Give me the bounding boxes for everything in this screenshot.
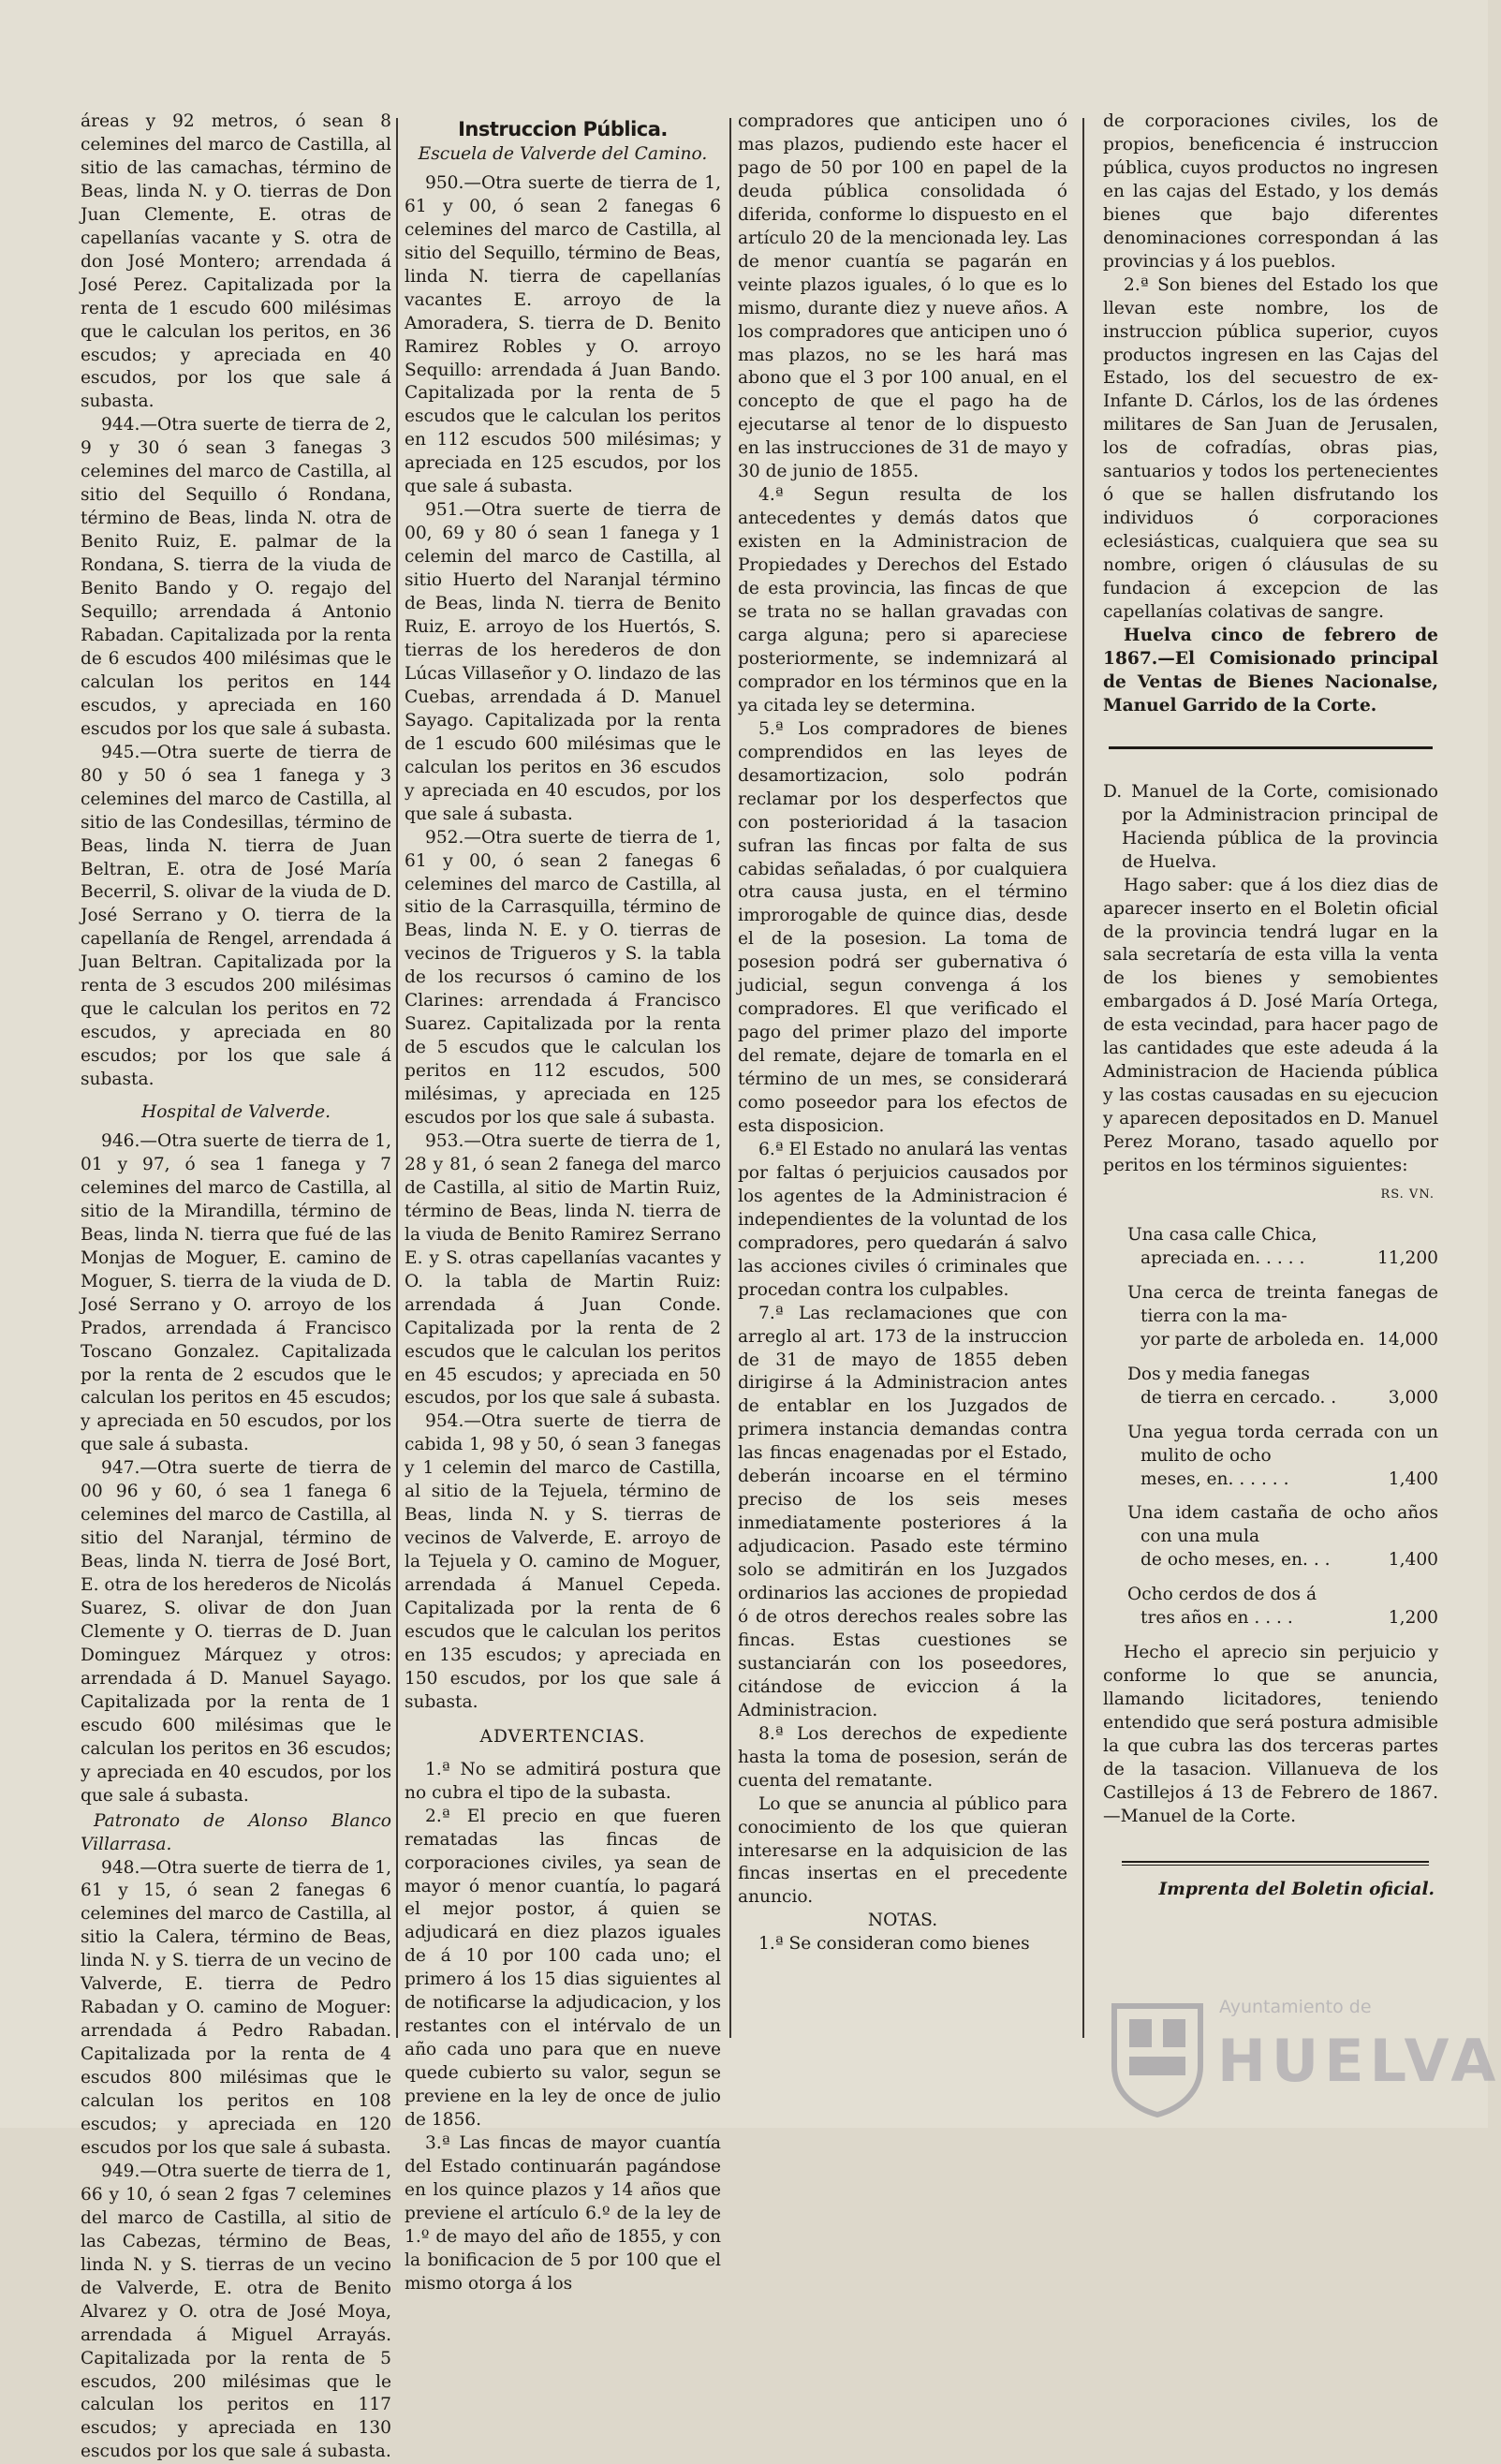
appraisal-label: de tierra en cercado. .	[1140, 1387, 1337, 1408]
advertencia-7: 7.ª Las reclamaciones que con arreglo al art. 173 de la instruccion de 31 de mayo de 1855 deben dirigirse á la Administracion antes de entablar en los Juzgados de primera instancia demandas contra las fincas enagenadas por el Estado, deberán incoarse en el término preciso de los seis meses inmediatamente posteriores á la adjudicacion. Pasado este término solo se admitirán en los Juzgados ordinarios las acciones de propiedad ó de otros derechos reales sobre las fincas. Estas cuestiones se sustanciarán con los poseedores, citándose de eviccion á la Administracion.	[738, 1303, 1067, 1720]
appraisal-label: yor parte de arboleda en.	[1140, 1329, 1365, 1350]
paragraph-946: 946.—Otra suerte de tierra de 1, 01 y 97, ó sea 1 fanega y 7 celemines del marco de Castilla, al sitio de la Mirandilla, término de Beas, linda N. tierra que fué de las Monjas de Moguer, E. camino de Moguer, S. tierra de la viuda de D. José Serrano y O. arroyo de los Prados, arrendada á Francisco Toscano Gonzalez. Capitalizada por la renta de 2 escudos que le calculan los peritos en 45 escudos; y apreciada en 50 escudos, por los que sale á subasta.	[81, 1130, 391, 1455]
advertencia-6: 6.ª El Estado no anulará las ventas por faltas ó perjuicios causados por los agentes de la Administracion é independientes de la voluntad de los compradores, pero quedarán á salvo las acciones civiles ó criminales que procedan contra los culpables.	[738, 1139, 1067, 1300]
notice-body: Hago saber: que á los diez dias de aparecer inserto en el Boletin oficial de la provincia tendrá lugar en la sala secretaría de esta villa la venta de los bienes y semobientes embargados á D. José María Ortega, de esta vecindad, para hacer pago de las cantidades que este adeuda á la Administracion de Hacienda pública y las costas causadas en su ejecucion y aparecen depositados en D. Manuel Perez Morano, tasado aquello por peritos en los términos siguientes:	[1103, 875, 1438, 1176]
column-divider-1	[396, 118, 398, 2038]
appraisal-item	[1127, 1224, 1438, 1271]
heading-advertencias: ADVERTENCIAS.	[479, 1726, 646, 1747]
paragraph-947: 947.—Otra suerte de tierra de 00 96 y 60, ó sea 1 fanega 6 celemines del marco de Castilla, al sitio del Naranjal, término de Beas, linda N. tierra de José Bort, E. otra de los herederos de Nicolás Suarez, S. olivar de don Juan Clemente y O. tierras de D. Juan Dominguez Márquez y otros: arrendada á D. Manuel Sayago. Capitalizada por la renta de 1 escudo 600 milésimas que le calculan los peritos en 36 escudos; y apreciada en 40 escudos, por los que sale á subasta.	[81, 1458, 391, 1806]
appraisal-label: tres años en . . . .	[1140, 1608, 1293, 1629]
advertencia-3: 3.ª Las fincas de mayor cuantía del Estado continuarán pagándose en los quince plazos y 14 años que previene el artículo 6.º de la ley de 1.º de mayo del año de 1855, y con la bonificacion de 5 por 100 que el mismo otorga á los	[405, 2133, 721, 2294]
appraisal-item	[1127, 1584, 1438, 1630]
column-2	[405, 114, 721, 2296]
paragraph-954: 954.—Otra suerte de tierra de cabida 1, 98 y 50, ó sean 3 fanegas y 1 celemin del marco de Castilla, al sitio de la Tejuela, término de Beas, linda N. y S. tierras de vecinos de Valverde, E. arroyo de la Tejuela y O. camino de Moguer, arrendada á Manuel Cepeda. Capitalizada por la renta de 6 escudos que le calculan los peritos en 135 escudos; y apreciada en 150 escudos, por los que sale á subasta.	[405, 1411, 721, 1712]
advertencia-2: 2.ª El precio en que fueren rematadas las fincas de corporaciones civiles, ya sean de mayor ó menor cuantía, lo pagará el mejor postor, á quien se adjudicará en diez plazos iguales de á 10 por 100 cada uno; el primero á los 15 dias siguientes al de notificarse la adjudicacion, y los restantes con el intérvalo de un año cada uno para que en nueve quede cubierto su valor, segun se previene en la ley de once de julio de 1856.	[405, 1806, 721, 2131]
appraisal-description: Una idem castaña de ocho años con una mula	[1127, 1503, 1438, 1547]
closing-rule	[1122, 1861, 1429, 1866]
paragraph-944: 944.—Otra suerte de tierra de 2, 9 y 30 ó sean 3 fanegas 3 celemines del marco de Castilla, al sitio del Sequillo ó Rondana, término de Beas, linda N. otra de Benito Ruiz, E. palmar de la Rondana, S. tierra de la viuda de Benito Bando y O. regajo del Sequillo; arrendada á Antonio Rabadan. Capitalizada por la renta de 6 escudos 400 milésimas que le calculan los peritos en 144 escudos, y apreciada en 160 escudos por los que sale á subasta.	[81, 415, 391, 739]
section-hospital-valverde: Hospital de Valverde.	[141, 1102, 331, 1123]
paragraph-948: 948.—Otra suerte de tierra de 1, 61 y 15, ó sean 2 fanegas 6 celemines del marco de Castilla, al sitio la Calera, término de Beas, linda N. y S. tierra de un vecino de Valverde, E. tierra de Pedro Rabadan y O. camino de Moguer: arrendada á Pedro Rabadan. Capitalizada por la renta de 4 escudos 800 milésimas que le calculan los peritos en 108 escudos; y apreciada en 120 escudos por los que sale á subasta.	[81, 1857, 391, 2158]
heading-notas: NOTAS.	[867, 1911, 938, 1931]
column-3	[738, 111, 1067, 1956]
appraisal-description-end	[1140, 1329, 1438, 1352]
advertencia-8: 8.ª Los derechos de expediente hasta la toma de posesion, serán de cuenta del rematante.	[738, 1723, 1067, 1791]
paragraph-952: 952.—Otra suerte de tierra de 1, 61 y 00, ó sean 2 fanegas 6 celemines del marco de Castilla, al sitio de la Carrasquilla, término de Beas, linda N. E. y O. tierras de vecinos de Trigueros y S. la tabla de los recursos ó camino de los Clarines: arrendada á Francisco Suarez. Capitalizada por la renta de 5 escudos que le calculan los peritos en 112 escudos, 500 milésimas, y apreciada en 125 escudos por los que sale á subasta.	[405, 827, 721, 1129]
appraisal-list	[1103, 1224, 1438, 1630]
appraisal-item	[1127, 1422, 1438, 1492]
appraisal-label: de ocho meses, en. . .	[1140, 1550, 1331, 1571]
appraisal-description-end	[1140, 1247, 1438, 1271]
appraisal-description: Una casa calle Chica,	[1127, 1224, 1317, 1245]
appraisal-description-end	[1140, 1607, 1438, 1630]
column-divider-2	[729, 118, 731, 2038]
advertencia-5: 5.ª Los compradores de bienes comprendidos en las leyes de desamortizacion, solo podrán reclamar por los desperfectos que con posterioridad á la tasacion sufran las fincas por falta de sus cabidas señaladas, ó por cualquiera otra causa justa, en el término improrogable de quince dias, desde el de la posesion. La toma de posesion podrá ser gubernativa ó judicial, segun convenga á los compradores. El que verificado el pago del primer plazo del importe del remate, dejare de tomarla en el término de un mes, se considerará como poseedor para los efectos de esta disposicion.	[738, 718, 1067, 1136]
appraisal-item	[1127, 1282, 1438, 1352]
column-4	[1103, 111, 1438, 1902]
signature-comisionado: Huelva cinco de febrero de 1867.—El Comisionado principal de Ventas de Bienes Nacionalse, Manuel Garrido de la Corte.	[1103, 625, 1438, 716]
section-patronato: Patronato de Alonso Blanco Villarrasa.	[81, 1810, 391, 1854]
notice-closing: Hecho el aprecio sin perjuicio y conforme lo que se anuncia, llamando licitadores, teniendo entendido que será postura admisible la que cubra las dos terceras partes de la tasacion. Villanueva de los Castillejos á 13 de Febrero de 1867.—Manuel de la Corte.	[1103, 1643, 1438, 1826]
appraisal-amount: 1,200	[1388, 1608, 1438, 1629]
watermark-small-text: Ayuntamiento de	[1219, 1997, 1372, 2017]
appraisal-description: Ocho cerdos de dos á	[1127, 1585, 1317, 1605]
public-announcement: Lo que se anuncia al público para conocimiento de los que quieran interesarse en la adquisicion de las fincas insertas en el precedente anuncio.	[738, 1793, 1067, 1908]
nota-2: 2.ª Son bienes del Estado los que llevan este nombre, los de instruccion pública superior, cuyos productos ingresen en las Cajas del Estado, los del secuestro de ex-Infante D. Cárlos, los de las órdenes militares de San Juan de Jerusalen, los de cofradías, obras pias, santuarios y todos los pertenecientes ó que se hallen disfrutando los individuos ó corporaciones eclesiásticas, cualquiera que sea su nombre, origen ó cláusulas de su fundacion á excepcion de las capellanías colativas de sangre.	[1103, 274, 1438, 623]
appraisal-item	[1127, 1364, 1438, 1410]
paragraph-951: 951.—Otra suerte de tierra de 00, 69 y 80 ó sean 1 fanega y 1 celemin del marco de Castilla, al sitio Huerto del Naranjal término de Beas, linda N. tierra de Benito Ruiz, E. arroyo de los Huertós, S. tierras de los herederos de don Lúcas Villaseñor y O. lindazo de las Cuebas, arrendada á D. Manuel Sayago. Capitalizada por la renta de 1 escudo 600 milésimas que le calculan los peritos en 36 escudos y apreciada en 40 escudos, por los que sale á subasta.	[405, 500, 721, 824]
appraisal-label: meses, en. . . . . .	[1140, 1468, 1289, 1489]
coat-of-arms-icon	[1109, 2000, 1206, 2117]
section-divider	[1109, 746, 1433, 749]
paragraph-945: 945.—Otra suerte de tierra de 80 y 50 ó sea 1 fanega y 3 celemines del marco de Castilla, al sitio de las Condesillas, término de Beas, linda N. tierra de Juan Beltran, E. otra de José María Becerril, S. olivar de la viuda de D. José Serrano y O. tierra de la capellanía de Rengel, arrendada á Juan Beltran. Capitalizada por la renta de 3 escudos 200 milésimas que le calculan los peritos en 72 escudos, y apreciada en 80 escudos; por los que sale á subasta.	[81, 742, 391, 1090]
advertencia-1: 1.ª No se admitirá postura que no cubra el tipo de la subasta.	[405, 1759, 721, 1803]
paragraph-943-cont: áreas y 92 metros, ó sean 8 celemines del marco de Castilla, al sitio de las camachas, término de Beas, linda N. y O. tierras de Don Juan Clemente, E. otras de capellanías vacante y S. otra de don José Montero; arrendada á José Perez. Capitalizada por la renta de 1 escudo 600 milésimas que le calculan los peritos, en 36 escudos; y apreciada en 40 escudos, por los que sale á subasta.	[81, 111, 391, 412]
column-divider-3	[1082, 118, 1084, 2038]
appraisal-description-end	[1140, 1387, 1438, 1410]
heading-instruccion-publica: Instruccion Pública.	[458, 118, 668, 140]
appraisal-amount: 14,000	[1376, 1329, 1438, 1350]
appraisal-description: Una yegua torda cerrada con un mulito de ocho	[1127, 1422, 1438, 1466]
notice-intro: D. Manuel de la Corte, comisionado por la Administracion principal de Hacienda pública de la provincia de Huelva.	[1103, 781, 1438, 872]
imprint: Imprenta del Boletin oficial.	[1158, 1879, 1435, 1899]
watermark-big-text: HUELVA	[1217, 2027, 1501, 2095]
appraisal-item	[1127, 1502, 1438, 1572]
appraisal-description: Una cerca de treinta fanegas de tierra con la ma-	[1127, 1282, 1438, 1326]
column-1	[81, 111, 391, 2464]
paragraph-949: 949.—Otra suerte de tierra de 1, 66 y 10, ó sean 2 fgas 7 celemines del marco de Castilla, al sitio de las Cabezas, término de Beas, linda N. y S. tierras de un vecino de Valverde, E. otra de Benito Alvarez y O. otra de José Moya, arrendada á Miguel Arrayás. Capitalizada por la renta de 5 escudos, 200 milésimas que le calculan los peritos en 117 escudos; y apreciada en 130 escudos por los que sale á subasta.	[81, 2161, 391, 2462]
paragraph-953: 953.—Otra suerte de tierra de 1, 28 y 81, ó sean 2 fanega del marco de Castilla, al sitio de Martin Ruiz, término de Beas, linda N. tierra de la viuda de Benito Ramirez Serrano E. y S. otras capellanías vacantes y O. la tabla de Martin Ruiz: arrendada á Juan Conde. Capitalizada por la renta de 2 escudos que le calculan los peritos en 45 escudos; y apreciada en 50 escudos, por los que sale á subasta.	[405, 1130, 721, 1409]
currency-label: RS. VN.	[1380, 1187, 1435, 1202]
nota-1-cont: de corporaciones civiles, los de propios, beneficencia é instruccion pública, cuyos productos no ingresen en las cajas del Estado, y los demás bienes que bajo diferentes denominaciones correspondan á las provincias y á los pueblos.	[1103, 111, 1438, 272]
paragraph-950: 950.—Otra suerte de tierra de 1, 61 y 00, ó sean 2 fanegas 6 celemines del marco de Castilla, al sitio del Sequillo, término de Beas, linda N. tierra de capellanías vacantes E. arroyo de la Amoradera, S. tierra de D. Benito Ramirez Robles y O. arroyo Sequillo: arrendada á Juan Bando. Capitalizada por la renta de 5 escudos que le calculan los peritos en 112 escudos 500 milésimas; y apreciada en 125 escudos, por los que sale á subasta.	[405, 172, 721, 497]
appraisal-amount: 1,400	[1388, 1550, 1438, 1571]
appraisal-description: Dos y media fanegas	[1127, 1364, 1310, 1384]
section-escuela-valverde: Escuela de Valverde del Camino.	[418, 143, 708, 164]
appraisal-label: apreciada en. . . . .	[1140, 1247, 1305, 1268]
nota-1: 1.ª Se consideran como bienes	[758, 1934, 1030, 1955]
watermark-stamp	[1109, 1993, 1501, 2124]
appraisal-amount: 3,000	[1388, 1387, 1438, 1408]
advertencia-3-cont: compradores que anticipen uno ó mas plazos, pudiendo este hacer el pago de 50 por 100 en papel de la deuda pública consolidada ó diferida, conforme lo dispuesto en el artículo 20 de la mencionada ley. Las de menor cuantía se pagarán en veinte plazos iguales, ó lo que es lo mismo, durante diez y nueve años. A los compradores que anticipen uno ó mas plazos, no se les hará mas abono que el 3 por 100 anual, en el concepto de que el pago ha de ejecutarse al tenor de lo dispuesto en las instrucciones de 31 de mayo y 30 de junio de 1855.	[738, 111, 1067, 482]
appraisal-description-end	[1140, 1549, 1438, 1572]
advertencia-4: 4.ª Segun resulta de los antecedentes y demás datos que existen en la Administracion de Propiedades y Derechos del Estado de esta provincia, las fincas de que se trata no se hallan gravadas con carga alguna; pero si apareciese posteriormente, se indemnizará al comprador en los términos que en la ya citada ley se determina.	[738, 485, 1067, 716]
appraisal-amount: 1,400	[1388, 1468, 1438, 1489]
appraisal-amount: 11,200	[1376, 1247, 1438, 1268]
appraisal-description-end	[1140, 1468, 1438, 1492]
